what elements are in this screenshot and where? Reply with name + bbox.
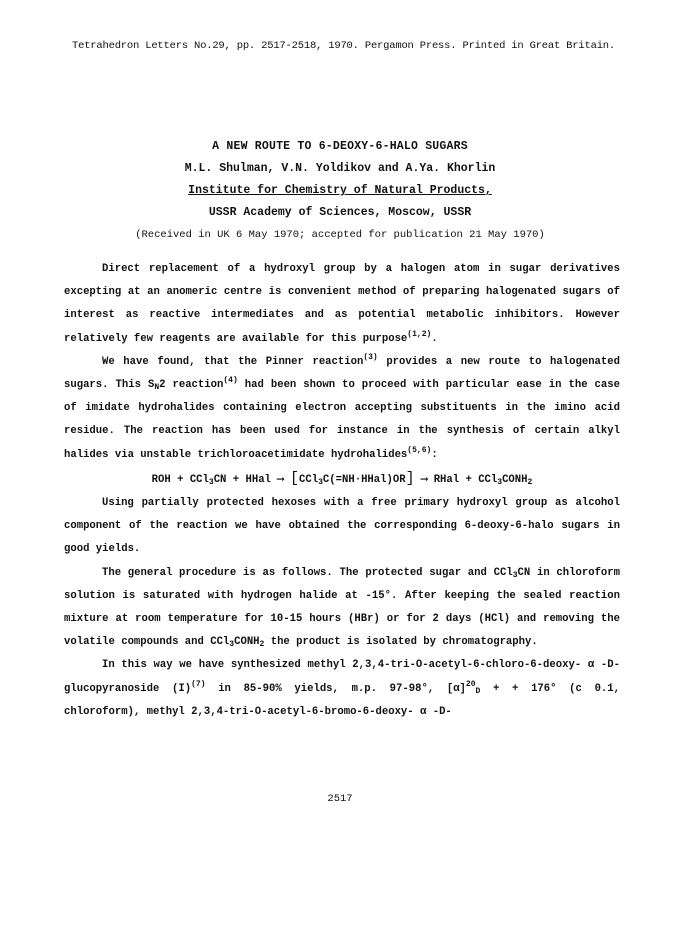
article-body <box>64 258 620 724</box>
article-title: A NEW ROUTE TO 6-DEOXY-6-HALO SUGARS <box>212 140 468 153</box>
journal-citation: Tetrahedron Letters No.29, pp. 2517-2518, 1970. Pergamon Press. Printed in Great Britain. <box>72 40 615 52</box>
reference-marker: (7) <box>191 679 206 689</box>
page-number: 2517 <box>327 793 353 805</box>
reference-marker: (3) <box>363 352 378 362</box>
paragraph-5: In this way we have synthesized methyl 2,3,4-tri-O-acetyl-6-chloro-6-deoxy- α -D-glucopyranoside $(I)^{(7)}$ in 85-90% yields, m.p. 97-98°, $[\alpha]^{20}_D$ + + 176° (c 0.1, chloroform), methyl 2,3,4-tri-O-acetyl-6-bromo-6-deoxy- α -D- <box>64 659 620 718</box>
reaction-equation: ROH + CCl$_3$CN + HHal ⟶ [CCl$_3$C(=NH·HHal)OR] ⟶ RHal + $CCl_3CONH_2$ <box>151 469 533 487</box>
reference-marker: (1,2) <box>407 329 432 339</box>
authors: M.L. Shulman, V.N. Yoldikov and A.Ya. Khorlin <box>184 162 496 175</box>
academy: USSR Academy of Sciences, Moscow, USSR <box>208 206 472 219</box>
paragraph-3: Using partially protected hexoses with a free primary hydroxyl group as alcohol component of the reaction we have obtained the corresponding 6-deoxy-6-halo sugars in good yields. <box>64 497 620 556</box>
paragraph-4: The general procedure is as follows. The protected sugar and CCl$_3$CN in chloroform solution is saturated with hydrogen halide at -15°. After keeping the sealed reaction mixture at room temperature for 10-15 hours (HBr) or for 2 days (HCl) and removing the volatile compounds and $CCl_3CONH_2$ the product is isolated by chromatography. <box>64 566 620 650</box>
reaction-arrow: ⟶ <box>270 473 291 486</box>
title-block <box>60 136 620 246</box>
received-note: (Received in UK 6 May 1970; accepted for publication 21 May 1970) <box>135 229 545 241</box>
reference-marker: (4) <box>223 376 238 386</box>
reaction-arrow: ⟶ <box>414 473 434 486</box>
reference-marker: (5,6) <box>407 445 432 455</box>
paragraph-1: Direct replacement of a hydroxyl group by a halogen atom in sugar derivatives excepting at an anomeric centre is convenient method of preparing halogenated sugars of interest as reactive intermediates and as potential metabolic inhibitors. However relatively few reagents are available for this purpose$^{(1,2)}$. <box>64 263 620 345</box>
institute: Institute for Chemistry of Natural Products, <box>188 184 492 197</box>
paragraph-2: We have found, that the Pinner reaction$^{(3)}$ provides a new route to halogenated sugars. This $S_N2$ reaction$^{(4)}$ had been shown to proceed with particular ease in the case of imidate hydrohalides containing electron accepting substituents in the imino acid residue. The reaction has been used for instance in the synthesis of certain alkyl halides via unstable trichloroacetimidate hydrohalides$^{(5,6)}$: <box>64 352 620 461</box>
